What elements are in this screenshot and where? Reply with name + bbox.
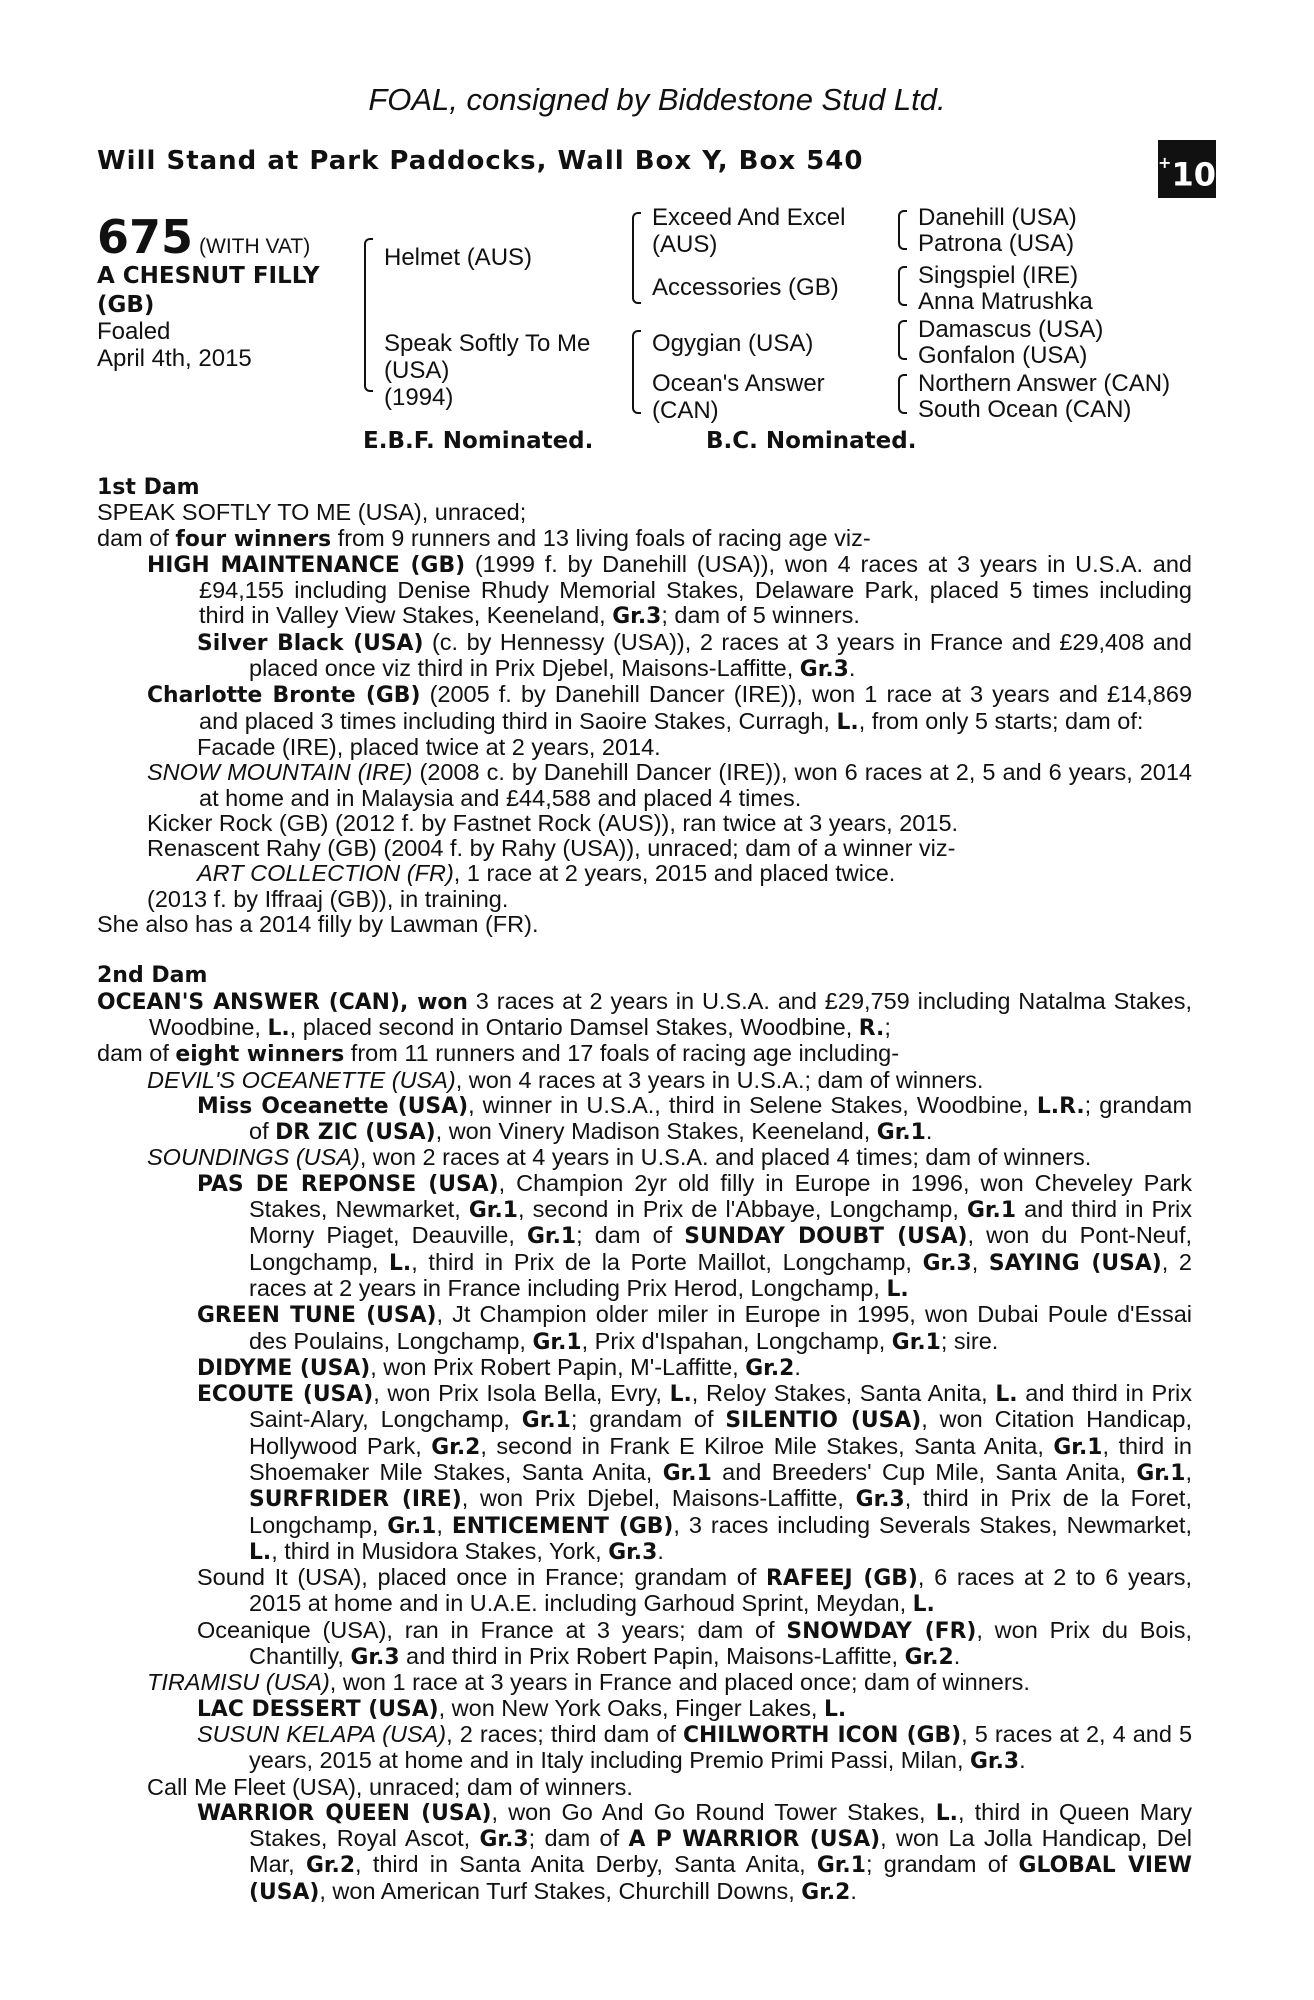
text: ; grandam of: [570, 1406, 726, 1433]
grade: Gr.2: [745, 1355, 795, 1381]
text: , from only 5 starts; dam of:: [858, 707, 1144, 734]
horse-name: SUSUN KELAPA (USA): [197, 1720, 447, 1747]
vat-note: (WITH VAT): [199, 235, 311, 258]
produce-2013: (2013 f. by Iffraaj (GB)), in training.: [147, 885, 509, 912]
horse-name: SNOWDAY (FR): [786, 1618, 977, 1644]
bc-nomination: B.C. Nominated.: [706, 428, 917, 454]
horse-name: DIDYME (USA): [197, 1355, 371, 1381]
text: , won Prix du Bois, Chantilly,: [249, 1616, 1192, 1670]
grade: Gr.1: [816, 1853, 866, 1879]
text: , second in Frank E Kilroe Mile Stakes, Santa Anita,: [480, 1432, 1054, 1459]
grade: Gr.1: [1136, 1460, 1186, 1486]
produce-sound-it: [97, 1565, 1192, 1618]
text: .: [848, 655, 856, 682]
produce-silver-black: [97, 630, 1192, 683]
pedigree-dam-sire: Ogygian (USA): [652, 330, 814, 357]
grade: Gr.1: [521, 1408, 571, 1434]
horse-name: RAFEEJ (GB): [766, 1566, 918, 1592]
text: (c. by Hennessy (USA)), 2 races at 3 years in France and £29,408 and placed once viz third in Prix Djebel, Maisons-Laffitte,: [249, 628, 1192, 682]
text: , won 4 races at 3 years in U.S.A.; dam of winners.: [455, 1066, 984, 1093]
produce-tiramisu: [97, 1670, 1192, 1695]
text: , third in Queen Mary Stakes, Royal Ascot,: [249, 1798, 1192, 1852]
grade: L.: [886, 1276, 909, 1302]
produce-miss-oceanette: [97, 1093, 1192, 1146]
first-dam-name: SPEAK SOFTLY TO ME (USA), unraced;: [97, 499, 527, 526]
grade: Gr.3: [350, 1645, 400, 1671]
horse-name: DEVIL'S OCEANETTE (USA): [147, 1066, 456, 1093]
grade: Gr.1: [527, 1224, 577, 1250]
text: , won American Turf Stakes, Churchill Downs,: [319, 1877, 802, 1904]
second-dam-summary: [97, 1041, 1192, 1067]
grade: Gr.2: [431, 1434, 481, 1460]
grade: L.: [912, 1592, 935, 1618]
horse-line-2: (GB): [97, 292, 155, 318]
horse-name: CHILWORTH ICON (GB): [683, 1722, 962, 1748]
grade: Gr.1: [532, 1329, 582, 1355]
text: and Breeders' Cup Mile, Santa Anita,: [711, 1458, 1137, 1485]
horse-name: SURFRIDER (IRE): [249, 1487, 462, 1513]
text: , won 2 races at 4 years in U.S.A. and placed 4 times; dam of winners.: [359, 1144, 1092, 1171]
text: and third in Prix Saint-Alary, Longchamp,: [249, 1380, 1192, 1433]
grade: Gr.1: [468, 1198, 518, 1224]
text: , 2 races; third dam of: [446, 1720, 683, 1747]
pedigree-brace-sd: [898, 266, 907, 306]
horse-name: WARRIOR QUEEN (USA): [197, 1800, 492, 1826]
produce-snow-mountain: [97, 760, 1192, 811]
text: , third in Musidora Stakes, York,: [271, 1537, 609, 1564]
text: , won Citation Handicap, Hollywood Park,: [249, 1406, 1192, 1459]
horse-name: Silver Black (USA): [197, 630, 424, 656]
produce-oceanique: [97, 1618, 1192, 1671]
pedigree-brace-main: [364, 238, 373, 392]
produce-ecoute: [97, 1381, 1192, 1565]
first-dam-heading: 1st Dam: [97, 475, 200, 500]
horse-name: SAYING (USA): [988, 1250, 1162, 1276]
produce-call-me-fleet: Call Me Fleet (USA), unraced; dam of winners.: [147, 1773, 633, 1800]
foaled-info: [97, 318, 252, 372]
second-dam-name: [97, 989, 1192, 1042]
text: , placed second in Ontario Damsel Stakes, Woodbine,: [289, 1013, 859, 1040]
grade: L.: [935, 1800, 958, 1826]
produce-renascent-rahy: Renascent Rahy (GB) (2004 f. by Rahy (USA)), unraced; dam of a winner viz-: [147, 835, 956, 862]
consignor-line: FOAL, consigned by Biddestone Stud Ltd.: [368, 82, 946, 117]
text: Oceanique (USA), ran in France at 3 years; dam of: [197, 1616, 787, 1643]
pedigree-dam-line3: (1994): [384, 384, 454, 411]
pedigree-dam-line1: Speak Softly To Me: [384, 330, 591, 357]
grade: Gr.1: [1053, 1434, 1103, 1460]
text: ; grandam of: [249, 1091, 1193, 1145]
grade: Gr.1: [662, 1460, 712, 1486]
text: ;: [884, 1013, 891, 1040]
horse-name: SILENTIO (USA): [725, 1408, 922, 1434]
lot-title: [97, 210, 310, 264]
pedigree-dam-dam: [652, 370, 825, 424]
pedigree-brace-dam: [632, 330, 641, 414]
grade: L.: [823, 1696, 847, 1722]
text: .: [657, 1537, 664, 1564]
pedigree-sds: Singspiel (IRE): [918, 262, 1079, 289]
text: , won Prix Isola Bella, Evry,: [373, 1380, 670, 1407]
pedigree-dd-line2: (CAN): [652, 397, 719, 424]
produce-pas-de-reponse: [97, 1171, 1192, 1302]
horse-line-1: A CHESNUT FILLY: [97, 263, 320, 289]
grade: Gr.1: [966, 1198, 1017, 1224]
grade: Gr.2: [904, 1645, 954, 1671]
horse-name: OCEAN'S ANSWER (CAN): [97, 989, 400, 1015]
pedigree-sdd: Anna Matrushka: [918, 288, 1093, 315]
pedigree-dam-line2: (USA): [384, 357, 450, 384]
text: , won Prix Robert Papin, M'-Laffitte,: [370, 1353, 746, 1380]
horse-name: ART COLLECTION (FR): [197, 860, 454, 887]
pedigree-brace-sire: [632, 212, 641, 304]
text: , Prix d'Ispahan, Longchamp,: [581, 1327, 892, 1354]
text: and third in Prix Morny Piaget, Deauville,: [249, 1196, 1192, 1249]
text: , won La Jolla Handicap, Del Mar,: [249, 1825, 1193, 1878]
grade: R.: [858, 1015, 885, 1041]
pedigree-ss-line1: Exceed And Excel: [652, 204, 846, 231]
text: , won Vinery Madison Stakes, Keeneland,: [435, 1118, 877, 1145]
produce-devils-oceanette: [97, 1068, 1192, 1093]
produce-record: [97, 475, 1192, 1905]
horse-name: TIRAMISU (USA): [147, 1669, 330, 1696]
produce-susun-kelapa: [97, 1722, 1192, 1775]
text: , Jt Champion older miler in Europe in 1995, won Dubai Poule d'Essai des Poulains, Longchamp,: [249, 1301, 1192, 1354]
badge-sup: +: [1158, 153, 1172, 172]
text: Sound It (USA), placed once in France; grandam of: [197, 1564, 767, 1591]
text: and third in Prix Robert Papin, Maisons-Laffitte,: [399, 1643, 905, 1670]
pedigree-sire-dam: Accessories (GB): [652, 274, 839, 301]
horse-name: SNOW MOUNTAIN (IRE): [147, 759, 413, 786]
winners-count: four winners: [175, 526, 332, 552]
produce-high-maintenance: [97, 552, 1192, 630]
text: , won 1 race at 3 years in France and placed once; dam of winners.: [329, 1669, 1030, 1696]
horse-name: ENTICEMENT (GB): [451, 1513, 674, 1539]
text: ,: [436, 1511, 452, 1538]
text: , won New York Oaks, Finger Lakes,: [438, 1694, 824, 1721]
foaled-date: April 4th, 2015: [97, 345, 252, 372]
pedigree-brace-ss: [898, 210, 907, 250]
grade: Gr.3: [479, 1827, 529, 1853]
pedigree-dd-line1: Ocean's Answer: [652, 370, 825, 397]
text: .: [925, 1118, 933, 1145]
text: dam of: [97, 1040, 176, 1067]
horse-name: DR ZIC (USA): [275, 1120, 436, 1146]
grade: Gr.1: [387, 1513, 437, 1539]
text: , 1 race at 2 years, 2015 and placed twice.: [453, 860, 896, 887]
badge-number: 10: [1171, 155, 1216, 194]
text: , second in Prix de l'Abbaye, Longchamp,: [517, 1196, 967, 1223]
produce-warrior-queen: [97, 1800, 1192, 1905]
pedigree-dds: Northern Answer (CAN): [918, 370, 1171, 397]
text: 3 races at 2 years in U.S.A. and £29,759 including Natalma Stakes, Woodbine,: [149, 987, 1192, 1040]
grade: L.: [389, 1250, 412, 1276]
grade: L.: [836, 709, 859, 735]
text: , winner in U.S.A., third in Selene Stakes, Woodbine,: [468, 1091, 1037, 1118]
text: , 5 races at 2, 4 and 5 years, 2015 at home and in Italy including Premio Primi Passi, Milan,: [249, 1720, 1193, 1774]
horse-name: HIGH MAINTENANCE (GB): [147, 552, 466, 578]
grade: L.R.: [1036, 1093, 1085, 1119]
pedigree-sire: Helmet (AUS): [384, 244, 533, 271]
text: ,: [1185, 1458, 1192, 1485]
grade: L.: [995, 1382, 1018, 1408]
first-dam-summary: [97, 526, 1192, 552]
horse-name: SUNDAY DOUBT (USA): [684, 1224, 968, 1250]
horse-name: PAS DE REPONSE (USA): [197, 1171, 499, 1197]
text: ; grandam of: [865, 1851, 1019, 1878]
pedigree-sire-sire: [652, 204, 845, 258]
horse-name: A P WARRIOR (USA): [628, 1827, 881, 1853]
grade: Gr.1: [876, 1120, 926, 1146]
second-dam-heading: 2nd Dam: [97, 963, 208, 989]
text: (1999 f. by Danehill (USA)), won 4 races at 3 years in U.S.A. and £94,155 including Denise Rhudy Memorial Stakes, Delaware Park, placed 5 times including third in Valley View Stakes, Keeneland,: [199, 550, 1192, 629]
pedigree-brace-ds: [898, 320, 907, 360]
text: , third in Prix de la Porte Maillot, Longchamp,: [411, 1248, 923, 1275]
text: , won: [399, 989, 468, 1015]
grade: L.: [669, 1382, 692, 1408]
foaled-label: Foaled: [97, 318, 171, 345]
winners-count: eight winners: [175, 1042, 345, 1068]
lot-badge: [1158, 140, 1216, 198]
text: .: [850, 1877, 857, 1904]
text: , Reloy Stakes, Santa Anita,: [691, 1380, 996, 1407]
text: , Champion 2yr old filly in Europe in 1996, won Cheveley Park Stakes, Newmarket,: [249, 1169, 1192, 1223]
produce-facade: Facade (IRE), placed twice at 2 years, 2014.: [197, 733, 661, 760]
horse-description: [97, 262, 367, 320]
horse-name: Miss Oceanette (USA): [197, 1093, 469, 1119]
horse-name: SOUNDINGS (USA): [147, 1144, 360, 1171]
text: (2005 f. by Danehill Dancer (IRE)), won 1 race at 3 years and £14,869 and placed 3 times including third in Saoire Stakes, Curragh,: [199, 681, 1193, 734]
horse-name: GLOBAL VIEW (USA): [249, 1853, 1193, 1905]
pedigree-dam: [384, 330, 590, 411]
produce-2014: She also has a 2014 filly by Lawman (FR).: [97, 911, 539, 938]
grade: Gr.2: [305, 1853, 356, 1879]
text: .: [953, 1643, 961, 1670]
text: .: [794, 1353, 801, 1380]
text: , won Go And Go Round Tower Stakes,: [491, 1798, 936, 1825]
text: (2008 c. by Danehill Dancer (IRE)), won 6 races at 2, 5 and 6 years, 2014 at home and in Malaysia and £44,588 and placed 4 times.: [199, 759, 1192, 811]
text: dam of: [97, 524, 176, 551]
text: , third in Prix de la Foret, Longchamp,: [249, 1485, 1192, 1538]
grade: Gr.3: [608, 1539, 658, 1565]
produce-green-tune: [97, 1302, 1192, 1355]
stabling-line: Will Stand at Park Paddocks, Wall Box Y, Box 540: [97, 146, 864, 176]
pedigree-ddd: South Ocean (CAN): [918, 396, 1132, 423]
grade: L.: [267, 1015, 290, 1041]
text: ; dam of: [576, 1222, 685, 1249]
horse-name: LAC DESSERT (USA): [197, 1696, 439, 1722]
produce-didyme: [97, 1355, 1192, 1381]
produce-soundings: [97, 1145, 1192, 1170]
horse-name: GREEN TUNE (USA): [197, 1303, 437, 1329]
text: , won Prix Djebel, Maisons-Laffitte,: [461, 1485, 856, 1512]
text: , 6 races at 2 to 6 years, 2015 at home and in U.A.E. including Garhoud Sprint, Meydan,: [249, 1564, 1192, 1617]
text: from 9 runners and 13 living foals of racing age viz-: [331, 524, 871, 551]
grade: Gr.3: [922, 1250, 972, 1276]
grade: Gr.3: [799, 657, 849, 683]
grade: Gr.3: [855, 1487, 905, 1513]
produce-charlotte-bronte: [97, 682, 1192, 735]
text: ; dam of 5 winners.: [661, 602, 860, 629]
grade: Gr.1: [891, 1329, 941, 1355]
text: , won du Pont-Neuf, Longchamp,: [249, 1222, 1192, 1275]
ebf-nomination: E.B.F. Nominated.: [363, 428, 594, 454]
text: , 3 races including Severals Stakes, Newmarket,: [673, 1511, 1192, 1538]
grade: Gr.3: [612, 604, 662, 630]
pedigree-brace-dd: [898, 374, 907, 414]
horse-name: ECOUTE (USA): [197, 1382, 374, 1408]
text: , third in Shoemaker Mile Stakes, Santa Anita,: [249, 1432, 1192, 1485]
text: ; sire.: [940, 1327, 999, 1354]
produce-kicker-rock: Kicker Rock (GB) (2012 f. by Fastnet Rock (AUS)), ran twice at 3 years, 2015.: [147, 809, 959, 836]
grade: L.: [249, 1539, 272, 1565]
produce-lac-dessert: [97, 1696, 1192, 1722]
text: , third in Santa Anita Derby, Santa Anita,: [355, 1851, 817, 1878]
text: , 2 races at 2 years in France including Prix Herod, Longchamp,: [249, 1248, 1192, 1301]
text: .: [1019, 1747, 1026, 1774]
pedigree-ssd: Patrona (USA): [918, 230, 1075, 257]
grade: Gr.2: [801, 1879, 851, 1905]
produce-art-collection: [97, 861, 1192, 886]
pedigree-ss-line2: (AUS): [652, 231, 718, 258]
lot-number: 675: [97, 210, 194, 264]
pedigree-sss: Danehill (USA): [918, 204, 1077, 231]
grade: Gr.3: [970, 1749, 1020, 1775]
pedigree-dss: Damascus (USA): [918, 316, 1104, 343]
pedigree-dsd: Gonfalon (USA): [918, 342, 1088, 369]
horse-name: Charlotte Bronte (GB): [147, 683, 421, 709]
text: ; dam of: [528, 1825, 629, 1852]
text: from 11 runners and 17 foals of racing age including-: [344, 1040, 900, 1067]
text: ,: [971, 1248, 989, 1275]
